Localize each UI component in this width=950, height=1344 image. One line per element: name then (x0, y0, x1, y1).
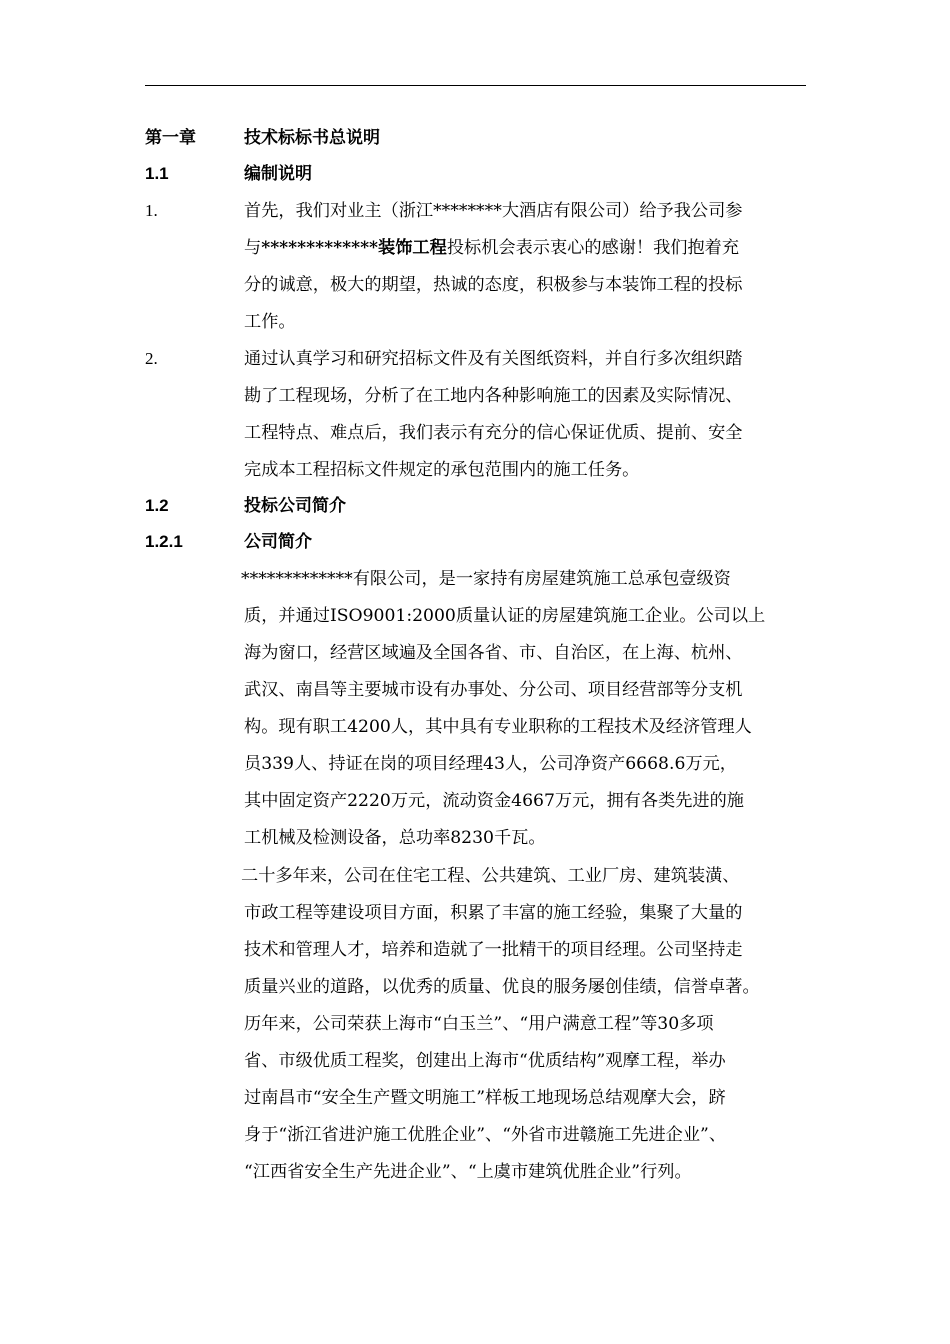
subsection-heading-1-2-1 (145, 524, 806, 560)
subsection-title: 公司简介 (244, 532, 312, 552)
section-number: 1.1 (145, 164, 169, 183)
company-intro-paragraph-1 (241, 561, 806, 857)
text-line: 技术和管理人才，培养和造就了一批精干的项目经理。公司坚持走 (244, 940, 743, 960)
text-line: 海为窗口，经营区域遍及全国各省、市、自治区，在上海、杭州、 (244, 643, 743, 663)
company-intro-paragraph-2 (241, 858, 806, 1191)
section-title: 编制说明 (244, 164, 312, 184)
text-line: 历年来，公司荣获上海市“白玉兰”、“用户满意工程”等30多项 (244, 1014, 714, 1034)
text-line: 工机械及检测设备，总功率8230千瓦。 (244, 828, 546, 848)
list-item-1 (244, 193, 806, 341)
list-item-number: 1. (145, 201, 158, 220)
chapter-number: 第一章 (145, 128, 196, 147)
text-line: “江西省安全生产先进企业”、“上虞市建筑优胜企业”行列。 (244, 1162, 692, 1182)
text-line: 首先，我们对业主（浙江********大酒店有限公司）给予我公司参 (244, 201, 743, 221)
text-line: 身于“浙江省进沪施工优胜企业”、“外省市进赣施工先进企业”、 (244, 1125, 727, 1145)
text-line: 分的诚意，极大的期望，热诚的态度，积极参与本装饰工程的投标 (244, 275, 743, 295)
section-heading-1-1 (145, 156, 806, 192)
section-heading-1-2 (145, 488, 806, 524)
chapter-heading (145, 120, 806, 156)
header-rule (145, 85, 806, 86)
text-line: 工程特点、难点后，我们表示有充分的信心保证优质、提前、安全 (244, 423, 743, 443)
chapter-title: 技术标标书总说明 (244, 128, 380, 148)
text-line (244, 230, 806, 267)
subsection-number: 1.2.1 (145, 532, 183, 551)
text-fragment: 投标机会表示衷心的感谢！我们抱着充 (446, 238, 740, 258)
text-line: 省、市级优质工程奖，创建出上海市“优质结构”观摩工程，举办 (244, 1051, 726, 1071)
project-name: *************装饰工程 (261, 238, 447, 258)
text-line: 勘了工程现场，分析了在工地内各种影响施工的因素及实际情况、 (244, 386, 743, 406)
section-number: 1.2 (145, 496, 169, 515)
text-line: 通过认真学习和研究招标文件及有关图纸资料，并自行多次组织踏 (244, 349, 743, 369)
text-line: 二十多年来，公司在住宅工程、公共建筑、工业厂房、建筑装潢、 (241, 866, 740, 886)
text-line: 武汉、南昌等主要城市设有办事处、分公司、项目经营部等分支机 (244, 680, 743, 700)
text-line: 质量兴业的道路，以优秀的质量、优良的服务屡创佳绩，信誉卓著。 (244, 977, 760, 997)
text-line: 市政工程等建设项目方面，积累了丰富的施工经验，集聚了大量的 (244, 903, 743, 923)
text-line: 其中固定资产2220万元，流动资金4667万元，拥有各类先进的施 (244, 791, 744, 811)
text-line: 工作。 (244, 312, 296, 332)
text-line: 质，并通过ISO9001:2000质量认证的房屋建筑施工企业。公司以上 (244, 606, 766, 626)
text-line: 员339人、持证在岗的项目经理43人，公司净资产6668.6万元， (244, 754, 737, 774)
text-line: 构。现有职工4200人，其中具有专业职称的工程技术及经济管理人 (244, 717, 752, 737)
list-item-number: 2. (145, 349, 158, 368)
text-line: 完成本工程招标文件规定的承包范围内的施工任务。 (244, 460, 640, 480)
text-line: *************有限公司，是一家持有房屋建筑施工总承包壹级资 (241, 569, 731, 589)
list-item-2 (244, 341, 806, 489)
text-fragment: 与 (244, 238, 262, 258)
text-line: 过南昌市“安全生产暨文明施工”样板工地现场总结观摩大会，跻 (244, 1088, 726, 1108)
section-title: 投标公司简介 (244, 496, 346, 516)
